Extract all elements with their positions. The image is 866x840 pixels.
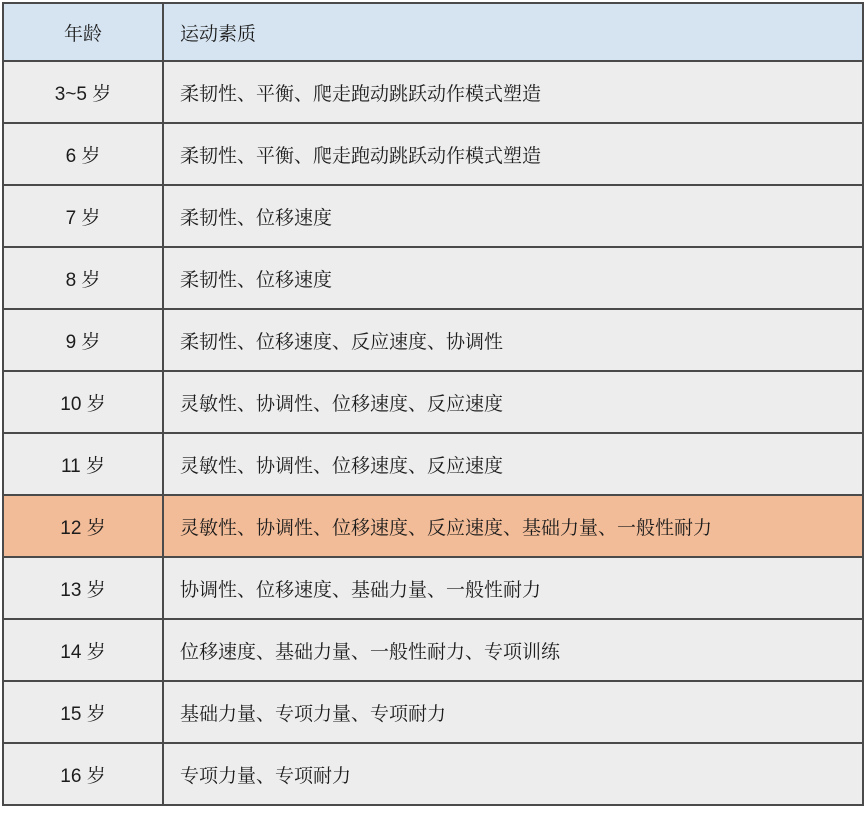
qualities-cell: 灵敏性、协调性、位移速度、反应速度、基础力量、一般性耐力 — [163, 495, 863, 557]
table-row — [3, 247, 863, 309]
qualities-cell: 柔韧性、位移速度 — [163, 185, 863, 247]
qualities-cell: 柔韧性、平衡、爬走跑动跳跃动作模式塑造 — [163, 61, 863, 123]
age-column-header: 年龄 — [3, 3, 163, 61]
qualities-cell: 灵敏性、协调性、位移速度、反应速度 — [163, 371, 863, 433]
age-cell: 13 岁 — [3, 557, 163, 619]
table-row — [3, 123, 863, 185]
qualities-cell: 灵敏性、协调性、位移速度、反应速度 — [163, 433, 863, 495]
age-qualities-table — [2, 2, 864, 806]
table-row — [3, 681, 863, 743]
age-cell: 12 岁 — [3, 495, 163, 557]
table-row — [3, 61, 863, 123]
table-row — [3, 309, 863, 371]
age-cell: 11 岁 — [3, 433, 163, 495]
qualities-cell: 柔韧性、位移速度、反应速度、协调性 — [163, 309, 863, 371]
age-cell: 3~5 岁 — [3, 61, 163, 123]
age-cell: 16 岁 — [3, 743, 163, 805]
header-row — [3, 3, 863, 61]
qualities-cell: 柔韧性、位移速度 — [163, 247, 863, 309]
age-cell: 6 岁 — [3, 123, 163, 185]
qualities-cell: 协调性、位移速度、基础力量、一般性耐力 — [163, 557, 863, 619]
qualities-cell: 位移速度、基础力量、一般性耐力、专项训练 — [163, 619, 863, 681]
age-cell: 10 岁 — [3, 371, 163, 433]
age-cell: 7 岁 — [3, 185, 163, 247]
table-row — [3, 185, 863, 247]
table-row — [3, 433, 863, 495]
table-row — [3, 557, 863, 619]
age-cell: 9 岁 — [3, 309, 163, 371]
qualities-column-header: 运动素质 — [163, 3, 863, 61]
table-row-highlighted — [3, 495, 863, 557]
table-row — [3, 619, 863, 681]
age-cell: 14 岁 — [3, 619, 163, 681]
age-cell: 15 岁 — [3, 681, 163, 743]
qualities-cell: 专项力量、专项耐力 — [163, 743, 863, 805]
table-row — [3, 371, 863, 433]
qualities-cell: 基础力量、专项力量、专项耐力 — [163, 681, 863, 743]
age-cell: 8 岁 — [3, 247, 163, 309]
table-row — [3, 743, 863, 805]
qualities-cell: 柔韧性、平衡、爬走跑动跳跃动作模式塑造 — [163, 123, 863, 185]
